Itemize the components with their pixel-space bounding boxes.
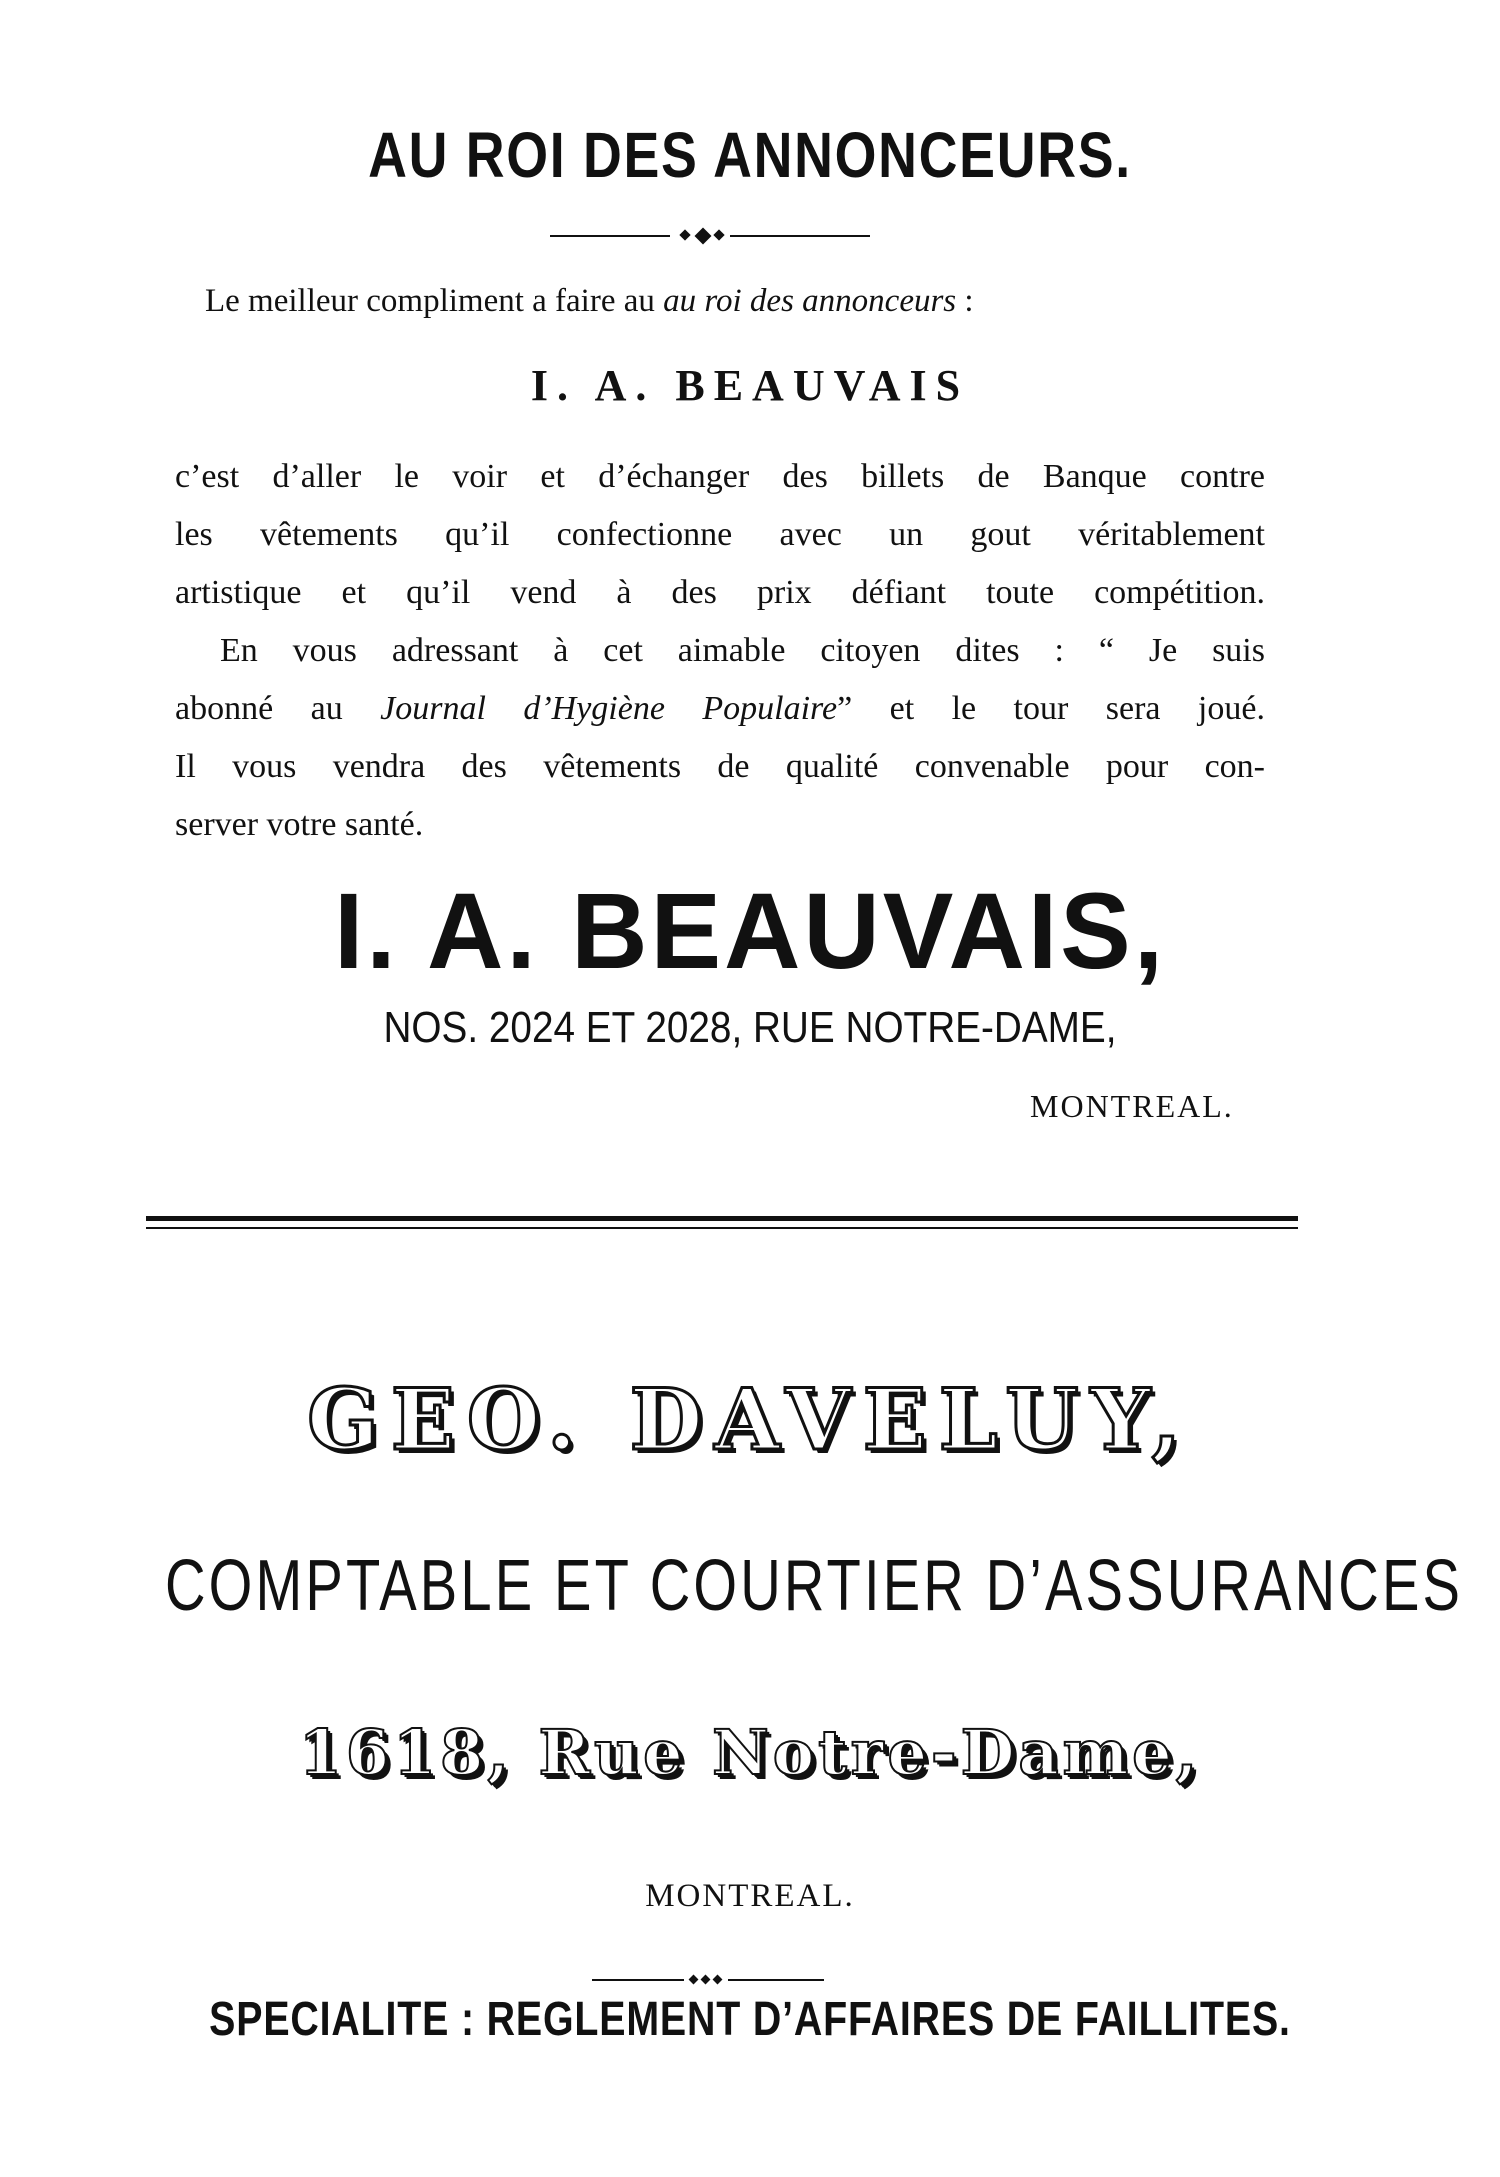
intro-end: : xyxy=(956,283,974,319)
body-line-3: artistique et qu’il vend à des prix défiant toute compétition. xyxy=(175,574,1265,611)
intro-italic: au roi des annonceurs xyxy=(663,283,957,319)
line5-post: ” et le tour sera joué. xyxy=(837,690,1265,727)
body-line-5 xyxy=(175,680,1265,738)
brand-name-small: I. A. BEAUVAIS xyxy=(530,361,970,410)
intro-line xyxy=(205,283,974,320)
section-separator-top-rule xyxy=(146,1216,1298,1221)
intro-text: Le meilleur compliment a faire au xyxy=(205,283,664,319)
ornament-divider-top xyxy=(550,221,870,251)
daveluy-specialty: SPECIALITE : REGLEMENT D’AFFAIRES DE FAILLITES. xyxy=(209,1993,1291,2046)
line5-pre: abonné au xyxy=(175,690,381,727)
beauvais-city: MONTREAL. xyxy=(1030,1088,1234,1124)
brand-name-large: I. A. BEAUVAIS, xyxy=(333,870,1167,991)
daveluy-city: MONTREAL. xyxy=(645,1878,855,1914)
body-line-2: les vêtements qu’il confectionne avec un gout véritablement xyxy=(175,516,1265,553)
section-separator-bottom-rule xyxy=(146,1227,1298,1229)
ad-heading: AU ROI DES ANNONCEURS. xyxy=(368,119,1132,191)
body-line-6: Il vous vendra des vêtements de qualité convenable pour con- xyxy=(175,748,1265,785)
body-line-4: En vous adressant à cet aimable citoyen dites : “ Je suis xyxy=(220,632,1265,669)
daveluy-name: GEO. DAVELUY, xyxy=(307,1370,1193,1469)
ornament-divider-bottom xyxy=(592,1965,824,1995)
journal-title: Journal d’Hygiène Populaire xyxy=(380,690,838,727)
body-line-7: server votre santé. xyxy=(175,806,424,843)
beauvais-address: NOS. 2024 ET 2028, RUE NOTRE-DAME, xyxy=(383,1003,1117,1052)
body-line-1: c’est d’aller le voir et d’échanger des billets de Banque contre xyxy=(175,458,1265,495)
daveluy-address: 1618, Rue Notre-Dame, xyxy=(298,1716,1202,1789)
daveluy-profession: COMPTABLE ET COURTIER D’ASSURANCES xyxy=(165,1546,1464,1626)
